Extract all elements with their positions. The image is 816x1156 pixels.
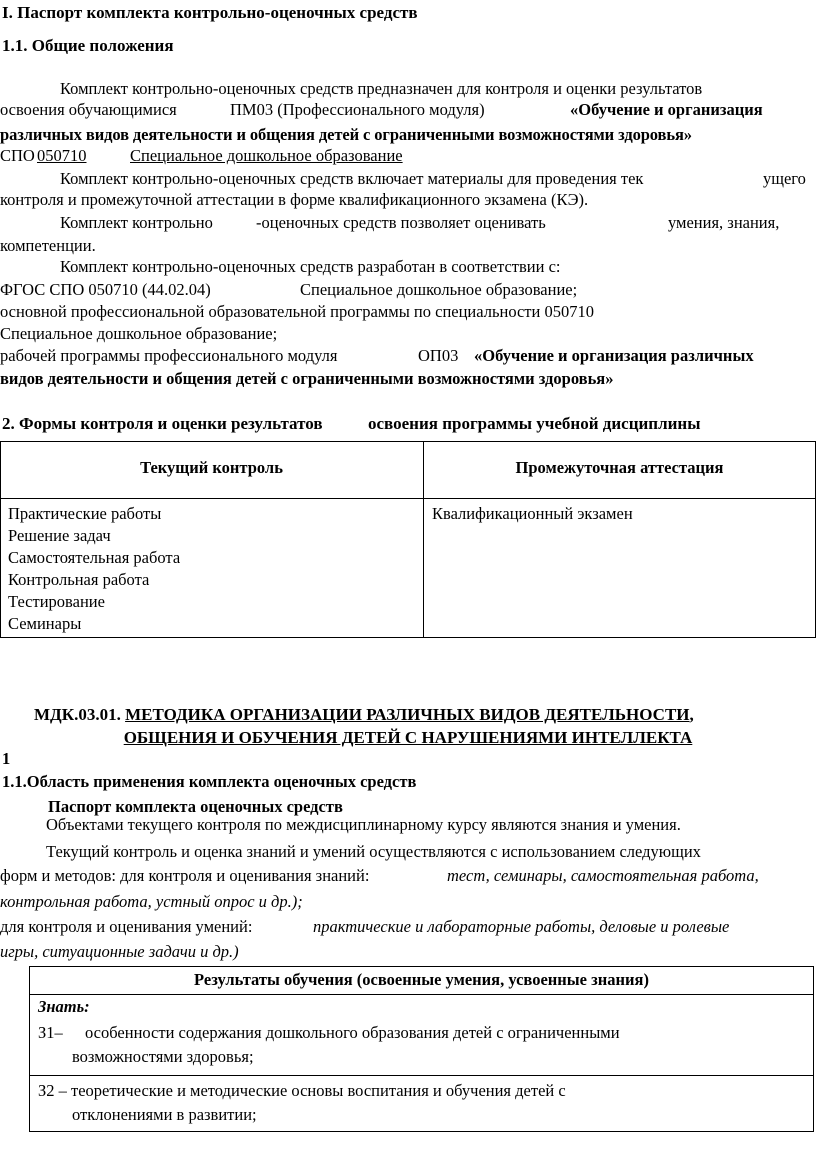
- subsection-heading: 1.1. Общие положения: [2, 36, 174, 55]
- section-heading: Паспорт комплекта оценочных средств: [48, 797, 343, 816]
- course-comma: ,: [689, 705, 694, 724]
- paragraph-text: Комплект контрольно-оценочных средств предназначен для контроля и оценки результатов: [60, 79, 703, 98]
- paragraph-text: контрольная работа, устный опрос и др.);: [0, 892, 303, 911]
- paragraph-text: игры, ситуационные задачи и др.): [0, 942, 239, 961]
- table-divider: [0, 498, 816, 499]
- paragraph-text: тест, семинары, самостоятельная работа,: [447, 866, 759, 885]
- course-title: ОБЩЕНИЯ И ОБУЧЕНИЯ ДЕТЕЙ С НАРУШЕНИЯМИ ИНТЕЛЛЕКТА: [123, 728, 693, 747]
- paragraph-text: умения, знания,: [668, 213, 780, 232]
- knowledge-item: особенности содержания дошкольного образования детей с ограниченными: [85, 1023, 620, 1042]
- specialty-code: 050710: [37, 146, 87, 165]
- paragraph-text: освоения обучающимися: [0, 100, 177, 119]
- specialty-label: СПО: [0, 146, 35, 165]
- program-reference: Специальное дошкольное образование;: [0, 324, 278, 343]
- module-title: видов деятельности и общения детей с ограниченными возможностями здоровья»: [0, 369, 614, 388]
- module-title: различных видов деятельности и общения детей с ограниченными возможностями здоровья»: [0, 125, 692, 144]
- know-label: Знать:: [38, 997, 90, 1016]
- paragraph-text: форм и методов: для контроля и оценивания знаний:: [0, 866, 370, 885]
- knowledge-item: возможностями здоровья;: [72, 1047, 254, 1066]
- paragraph-text: -оценочных средств позволяет оценивать: [256, 213, 546, 232]
- module-title: «Обучение и организация различных: [474, 346, 754, 365]
- knowledge-item: отклонениями в развитии;: [72, 1105, 257, 1124]
- module-title: «Обучение и организация: [570, 100, 763, 119]
- specialty-name: Специальное дошкольное образование: [130, 146, 403, 165]
- standard-reference: ФГОС СПО 050710 (44.02.04): [0, 280, 211, 299]
- standard-reference: Специальное дошкольное образование;: [300, 280, 578, 299]
- section-heading: 1.1.Область применения комплекта оценочных средств: [2, 772, 417, 791]
- paragraph-text: Комплект контрольно-оценочных средств включает материалы для проведения тек: [60, 169, 644, 188]
- program-reference: ОП03: [418, 346, 459, 365]
- table-header-results: Результаты обучения (освоенные умения, усвоенные знания): [194, 970, 649, 989]
- table-header-current: Текущий контроль: [140, 458, 283, 477]
- section-heading: 2. Формы контроля и оценки результатов: [2, 414, 323, 433]
- section-heading: I. Паспорт комплекта контрольно-оценочных средств: [2, 3, 418, 22]
- paragraph-text: компетенции.: [0, 236, 96, 255]
- paragraph-text: контроля и промежуточной аттестации в форме квалификационного экзамена (КЭ).: [0, 190, 589, 209]
- paragraph-text: Комплект контрольно-оценочных средств разработан в соответствии с:: [60, 257, 561, 276]
- control-form-item: Тестирование: [8, 592, 105, 611]
- course-title: [34, 706, 694, 723]
- control-form-item: Решение задач: [8, 526, 111, 545]
- control-form-item: Семинары: [8, 614, 82, 633]
- table-divider: [29, 994, 814, 995]
- paragraph-text: Текущий контроль и оценка знаний и умений осуществляются с использованием следующих: [46, 842, 701, 861]
- paragraph-text: практические и лабораторные работы, деловые и ролевые: [313, 917, 730, 936]
- knowledge-item: З2 – теоретические и методические основы воспитания и обучения детей с: [38, 1081, 566, 1100]
- paragraph-text: для контроля и оценивания умений:: [0, 917, 253, 936]
- control-form-item: Самостоятельная работа: [8, 548, 181, 567]
- program-reference: рабочей программы профессионального модуля: [0, 346, 338, 365]
- section-number: 1: [2, 749, 11, 768]
- control-form-item: Практические работы: [8, 504, 162, 523]
- program-reference: основной профессиональной образовательной программы по специальности 050710: [0, 302, 594, 321]
- paragraph-text: ущего: [763, 169, 806, 188]
- course-code: МДК.03.01.: [34, 705, 121, 724]
- knowledge-item-code: З1–: [38, 1023, 63, 1042]
- attestation-item: Квалификационный экзамен: [432, 504, 633, 523]
- paragraph-text: Комплект контрольно: [60, 213, 213, 232]
- course-name: МЕТОДИКА ОРГАНИЗАЦИИ РАЗЛИЧНЫХ ВИДОВ ДЕЯТЕЛЬНОСТИ: [125, 705, 690, 724]
- control-form-item: Контрольная работа: [8, 570, 150, 589]
- section-heading: освоения программы учебной дисциплины: [368, 414, 701, 433]
- module-code: ПМ03 (Профессионального модуля): [230, 100, 485, 119]
- table-header-intermediate: Промежуточная аттестация: [515, 458, 724, 477]
- paragraph-text: Объектами текущего контроля по междисциплинарному курсу являются знания и умения.: [46, 815, 681, 834]
- table-divider: [29, 1075, 814, 1076]
